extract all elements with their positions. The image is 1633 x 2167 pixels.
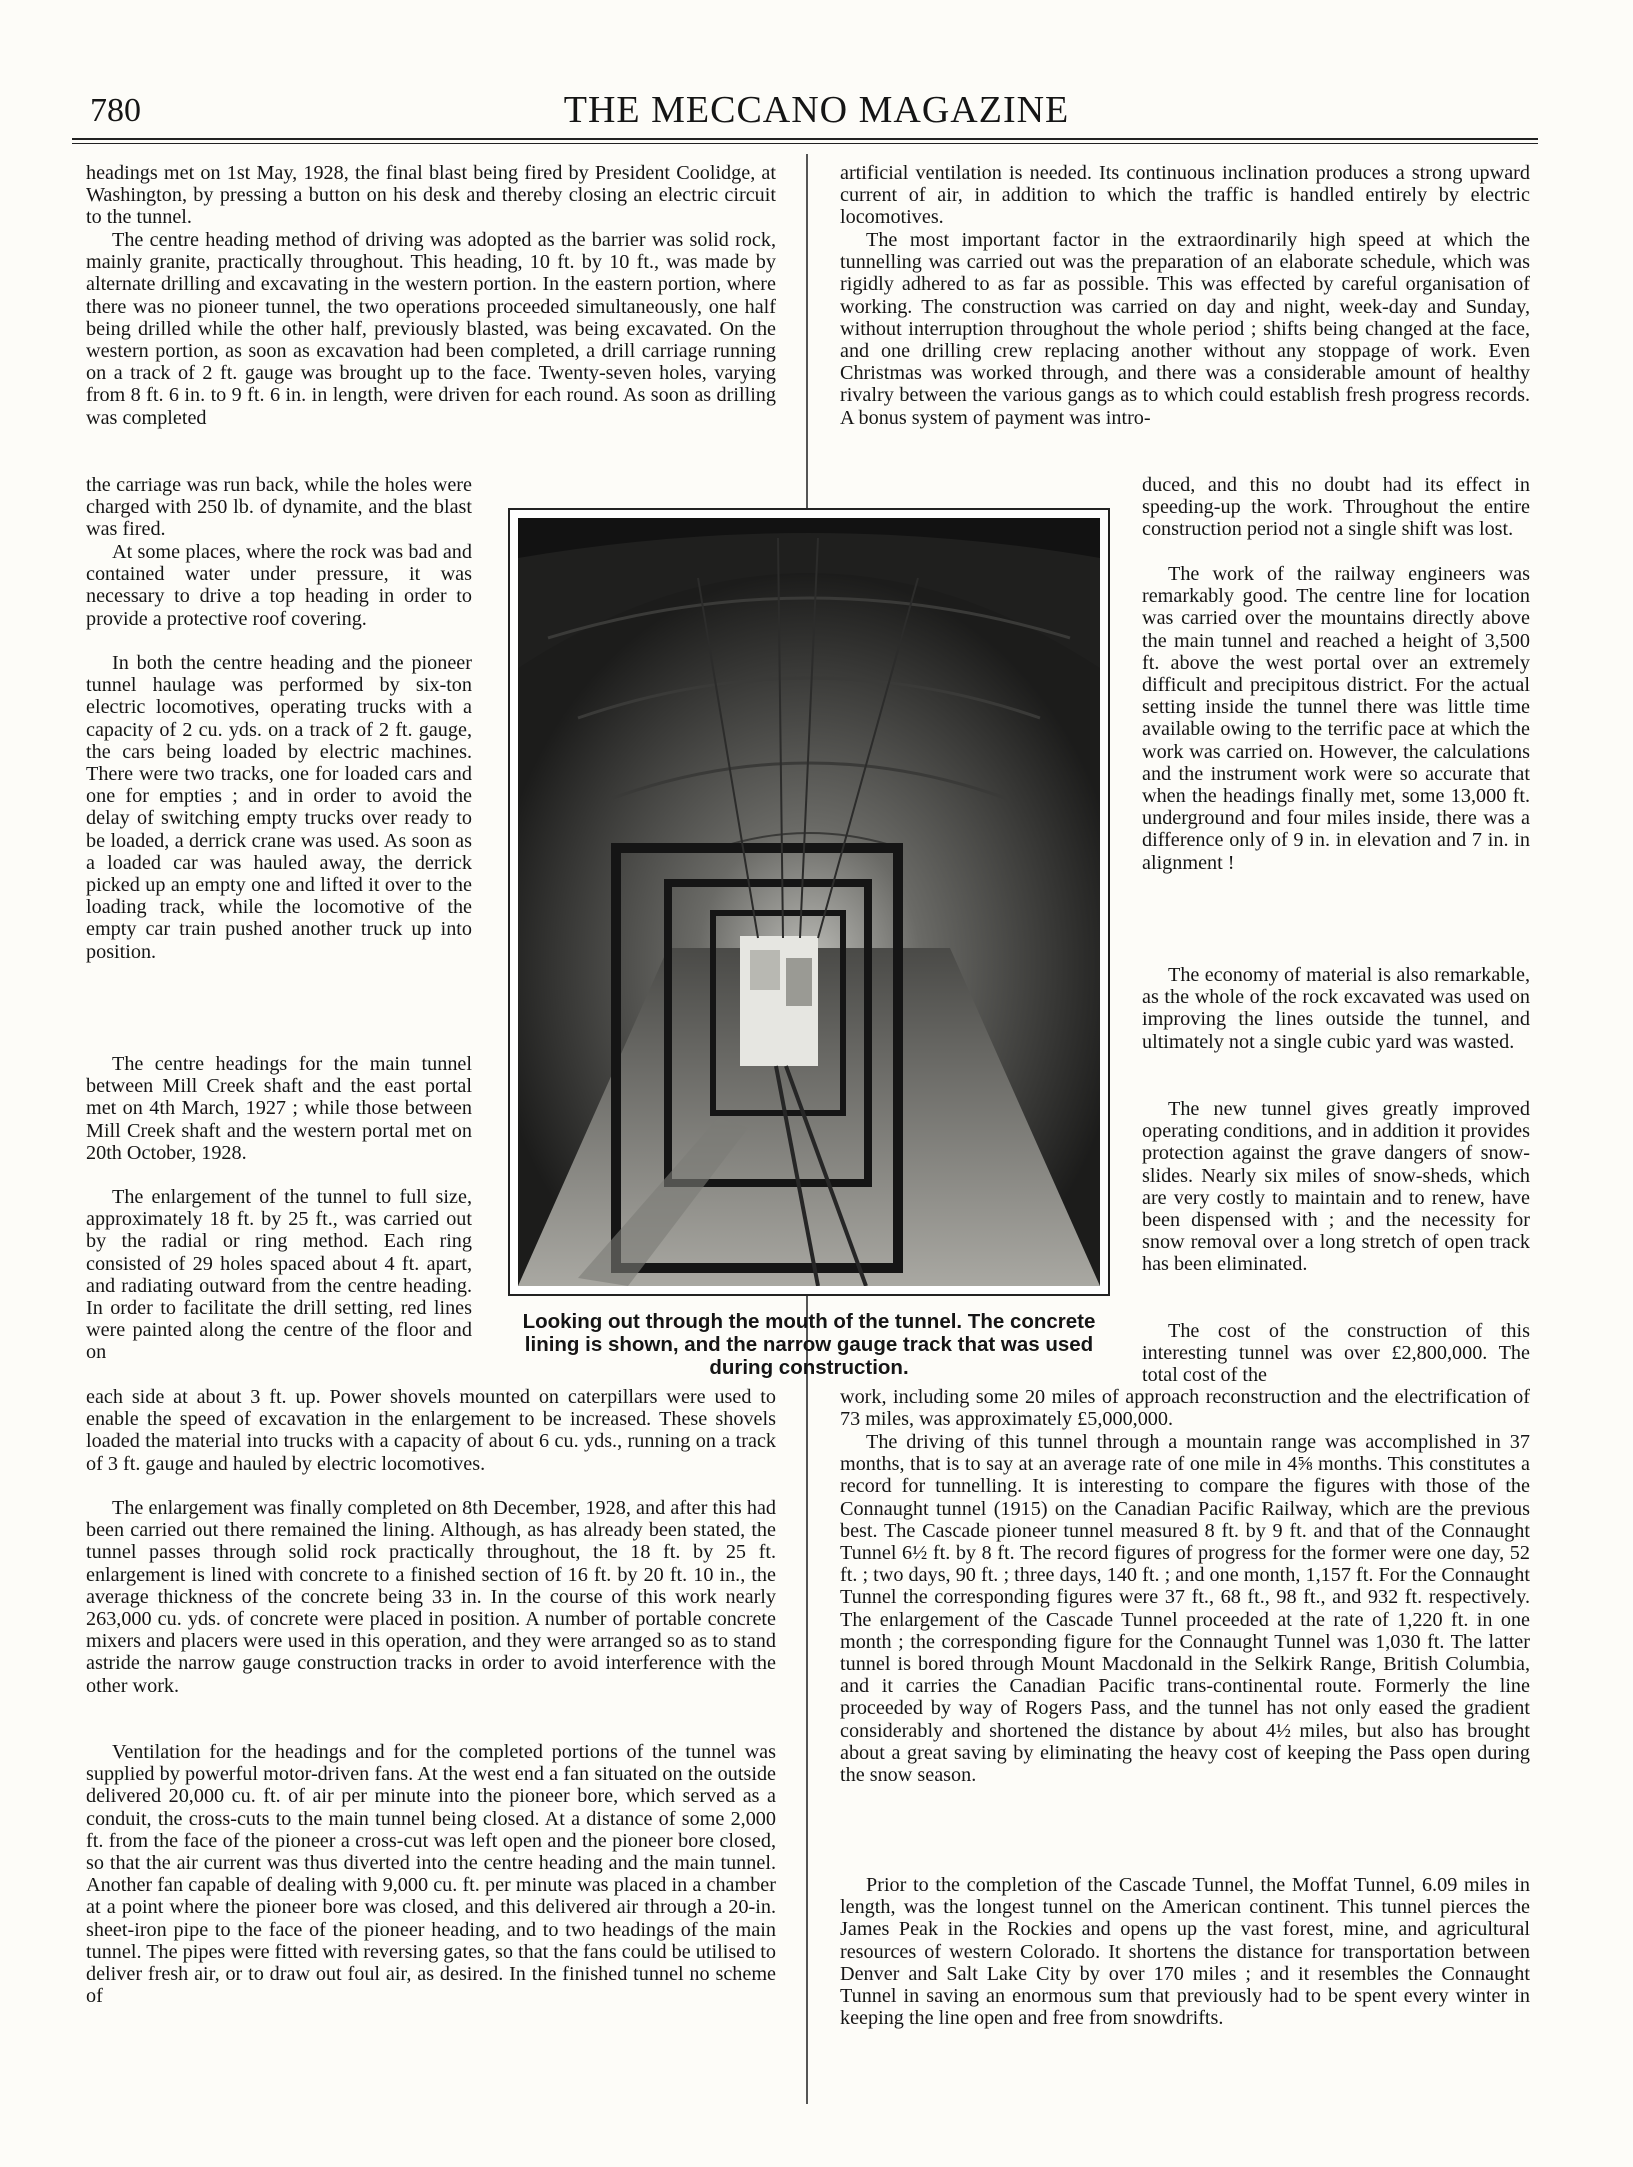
paragraph: the carriage was run back, while the holes were charged with 250 lb. of dynamite, and the blast was fired. bbox=[86, 474, 472, 541]
header-rule-thin bbox=[72, 143, 1538, 144]
paragraph: duced, and this no doubt had its effect in speeding-up the work. Throughout the entire construction period not a single shift was lost. bbox=[1142, 474, 1530, 541]
paragraph: The cost of the construction of this interesting tunnel was over £2,800,000. The total cost of the bbox=[1142, 1320, 1530, 1387]
paragraph: The most important factor in the extraordinarily high speed at which the tunnelling was carried out was the preparation of an elaborate schedule, which was rigidly adhered to as far as possible. This was effected by careful organisation of working. The construction was carried on day and night, week-day and Sunday, without interruption throughout the whole period ; shifts being changed at the face, and one drilling crew replacing another without any stoppage of work. Even Christmas was worked through, and there was a considerable amount of healthy rivalry between the various gangs as to which could establish fresh progress records. A bonus system of payment was intro- bbox=[840, 229, 1530, 429]
paragraph: The enlargement of the tunnel to full size, approximately 18 ft. by 25 ft., was carried out by the radial or ring method. Each ring consisted of 29 holes spaced about 4 ft. apart, and radiating outward from the centre heading. In order to facilitate the drill setting, red lines were painted along the centre of the floor and on bbox=[86, 1186, 472, 1364]
paragraph: The centre heading method of driving was adopted as the barrier was solid rock, mainly granite, practically throughout. This heading, 10 ft. by 10 ft., was made by alternate drilling and excavating in the western portion. In the eastern portion, where there was no pioneer tunnel, the two operations proceeded simultaneously, one half being drilled while the other half, previously blasted, was being excavated. On the western portion, as soon as excavation had been completed, a drill carriage running on a track of 2 ft. gauge was brought up to the face. Twenty-seven holes, varying from 8 ft. 6 in. to 9 ft. 6 in. in length, were driven for each round. As soon as drilling was completed bbox=[86, 229, 776, 429]
paragraph: The new tunnel gives greatly improved operating conditions, and in addition it provides protection against the grave dangers of snow-slides. Nearly six miles of snow-sheds, which are very costly to maintain and to renew, have been dispensed with ; and the necessity for snow removal over a long stretch of open track has been eliminated. bbox=[1142, 1098, 1530, 1276]
magazine-title: THE MECCANO MAGAZINE bbox=[563, 89, 1070, 131]
paragraph: The enlargement was finally completed on 8th December, 1928, and after this had been carried out there remained the lining. Although, as has already been stated, the tunnel passes through solid rock practically throughout, the 18 ft. by 25 ft. enlargement is lined with concrete to a finished section of 16 ft. by 20 ft. 10 in., the average thickness of the concrete being 33 in. In the course of this work nearly 263,000 cu. yds. of concrete were placed in position. A number of portable concrete mixers and placers were used in this operation, and they were arranged so as to stand astride the narrow gauge construction tracks in order to avoid interference with the other work. bbox=[86, 1497, 776, 1697]
paragraph: artificial ventilation is needed. Its continuous inclination produces a strong upward current of air, in addition to which the traffic is handled entirely by electric locomotives. bbox=[840, 162, 1530, 229]
paragraph: In both the centre heading and the pioneer tunnel haulage was performed by six-ton electric locomotives, operating trucks with a capacity of 2 cu. yds. on a track of 2 ft. gauge, the cars being loaded by electric machines. There were two tracks, one for loaded cars and one for empties ; and in order to avoid the delay of switching empty trucks over ready to be loaded, a derrick crane was used. As soon as a loaded car was hauled away, the derrick picked up an empty one and lifted it over to the loading track, while the locomotive of the empty car train pushed another truck up into position. bbox=[86, 652, 472, 963]
paragraph: each side at about 3 ft. up. Power shovels mounted on caterpillars were used to enable the speed of excavation in the enlargement to be increased. These shovels loaded the material into trucks with a capacity of about 6 cu. yds., running on a track of 3 ft. gauge and hauled by electric locomotives. bbox=[86, 1386, 776, 1475]
paragraph: work, including some 20 miles of approach reconstruction and the electrification of 73 miles, was approximately £5,000,000. bbox=[840, 1386, 1530, 1431]
paragraph: Prior to the completion of the Cascade Tunnel, the Moffat Tunnel, 6.09 miles in length, was the longest tunnel on the American continent. This tunnel pierces the James Peak in the Rockies and opens up the vast forest, mine, and agricultural resources of western Colorado. It shortens the distance for transportation between Denver and Salt Lake City by over 170 miles ; and it resembles the Connaught Tunnel in saving an enormous sum that previously had to be spent every winter in keeping the line open and free from snowdrifts. bbox=[840, 1874, 1530, 2030]
tunnel-photo-image bbox=[518, 518, 1100, 1286]
paragraph: The driving of this tunnel through a mountain range was accomplished in 37 months, that is to say at an average rate of one mile in 4⅝ months. This constitutes a record for tunnelling. It is interesting to compare the figures with those of the Connaught tunnel (1915) on the Canadian Pacific Railway, which are the previous best. The Cascade pioneer tunnel measured 8 ft. by 9 ft. and that of the Connaught Tunnel 6½ ft. by 8 ft. The record figures of progress for the former were one day, 52 ft. ; two days, 90 ft. ; three days, 140 ft. ; and one month, 1,157 ft. For the Connaught Tunnel the corresponding figures were 37 ft., 68 ft., 98 ft., and 932 ft. respectively. The enlargement of the Cascade Tunnel proceeded at the rate of 1,220 ft. in one month ; the corresponding figure for the Connaught Tunnel was 1,030 ft. The latter tunnel is bored through Mount Macdonald in the Selkirk Range, British Columbia, and it carries the Canadian Pacific trans-continental route. Formerly the line proceeded by way of Rogers Pass, and the tunnel has not only eased the gradient considerably and shortened the distance by about 4½ miles, but also has brought about a great saving by eliminating the heavy cost of keeping the Pass open during the snow season. bbox=[840, 1431, 1530, 1787]
paragraph: headings met on 1st May, 1928, the final blast being fired by President Coolidge, at Washington, by pressing a button on his desk and thereby closing an electric circuit to the tunnel. bbox=[86, 162, 776, 229]
paragraph: The economy of material is also remarkable, as the whole of the rock excavated was used on improving the lines outside the tunnel, and ultimately not a single cubic yard was wasted. bbox=[1142, 964, 1530, 1053]
page-number: 780 bbox=[90, 92, 141, 129]
paragraph: The work of the railway engineers was remarkably good. The centre line for location was carried over the mountains directly above the main tunnel and reached a height of 3,500 ft. above the west portal over an extremely difficult and precipitous district. For the actual setting inside the tunnel there was little time available owing to the terrific pace at which the work was carried on. However, the calculations and the instrument work were so accurate that when the headings finally met, some 13,000 ft. underground and four miles inside, there was a difference only of 9 in. in elevation and 7 in. in alignment ! bbox=[1142, 563, 1530, 874]
paragraph: At some places, where the rock was bad and contained water under pressure, it was necessary to drive a top heading in order to provide a protective roof covering. bbox=[86, 541, 472, 630]
photo-caption: Looking out through the mouth of the tunnel. The concrete lining is shown, and the narrow gauge track that was used during construction. bbox=[522, 1310, 1096, 1379]
tunnel-photo bbox=[508, 508, 1110, 1296]
paragraph: The centre headings for the main tunnel between Mill Creek shaft and the east portal met on 4th March, 1927 ; while those between Mill Creek shaft and the western portal met on 20th October, 1928. bbox=[86, 1053, 472, 1164]
paragraph: Ventilation for the headings and for the completed portions of the tunnel was supplied by powerful motor-driven fans. At the west end a fan situated on the outside delivered 20,000 cu. ft. of air per minute into the pioneer bore, which served as a conduit, the cross-cuts to the main tunnel being closed. At a distance of some 2,000 ft. from the face of the pioneer a cross-cut was left open and the pioneer bore closed, so that the air current was thus diverted into the centre heading and the main tunnel. Another fan capable of dealing with 9,000 cu. ft. per minute was placed in a chamber at a point where the pioneer bore was closed, and this delivered air through a 20-in. sheet-iron pipe to the face of the pioneer heading, and to two headings of the main tunnel. The pipes were fitted with reversing gates, so that the fans could be utilised to deliver fresh air, or to draw out foul air, as desired. In the finished tunnel no scheme of bbox=[86, 1741, 776, 2008]
header-rule bbox=[72, 138, 1538, 140]
